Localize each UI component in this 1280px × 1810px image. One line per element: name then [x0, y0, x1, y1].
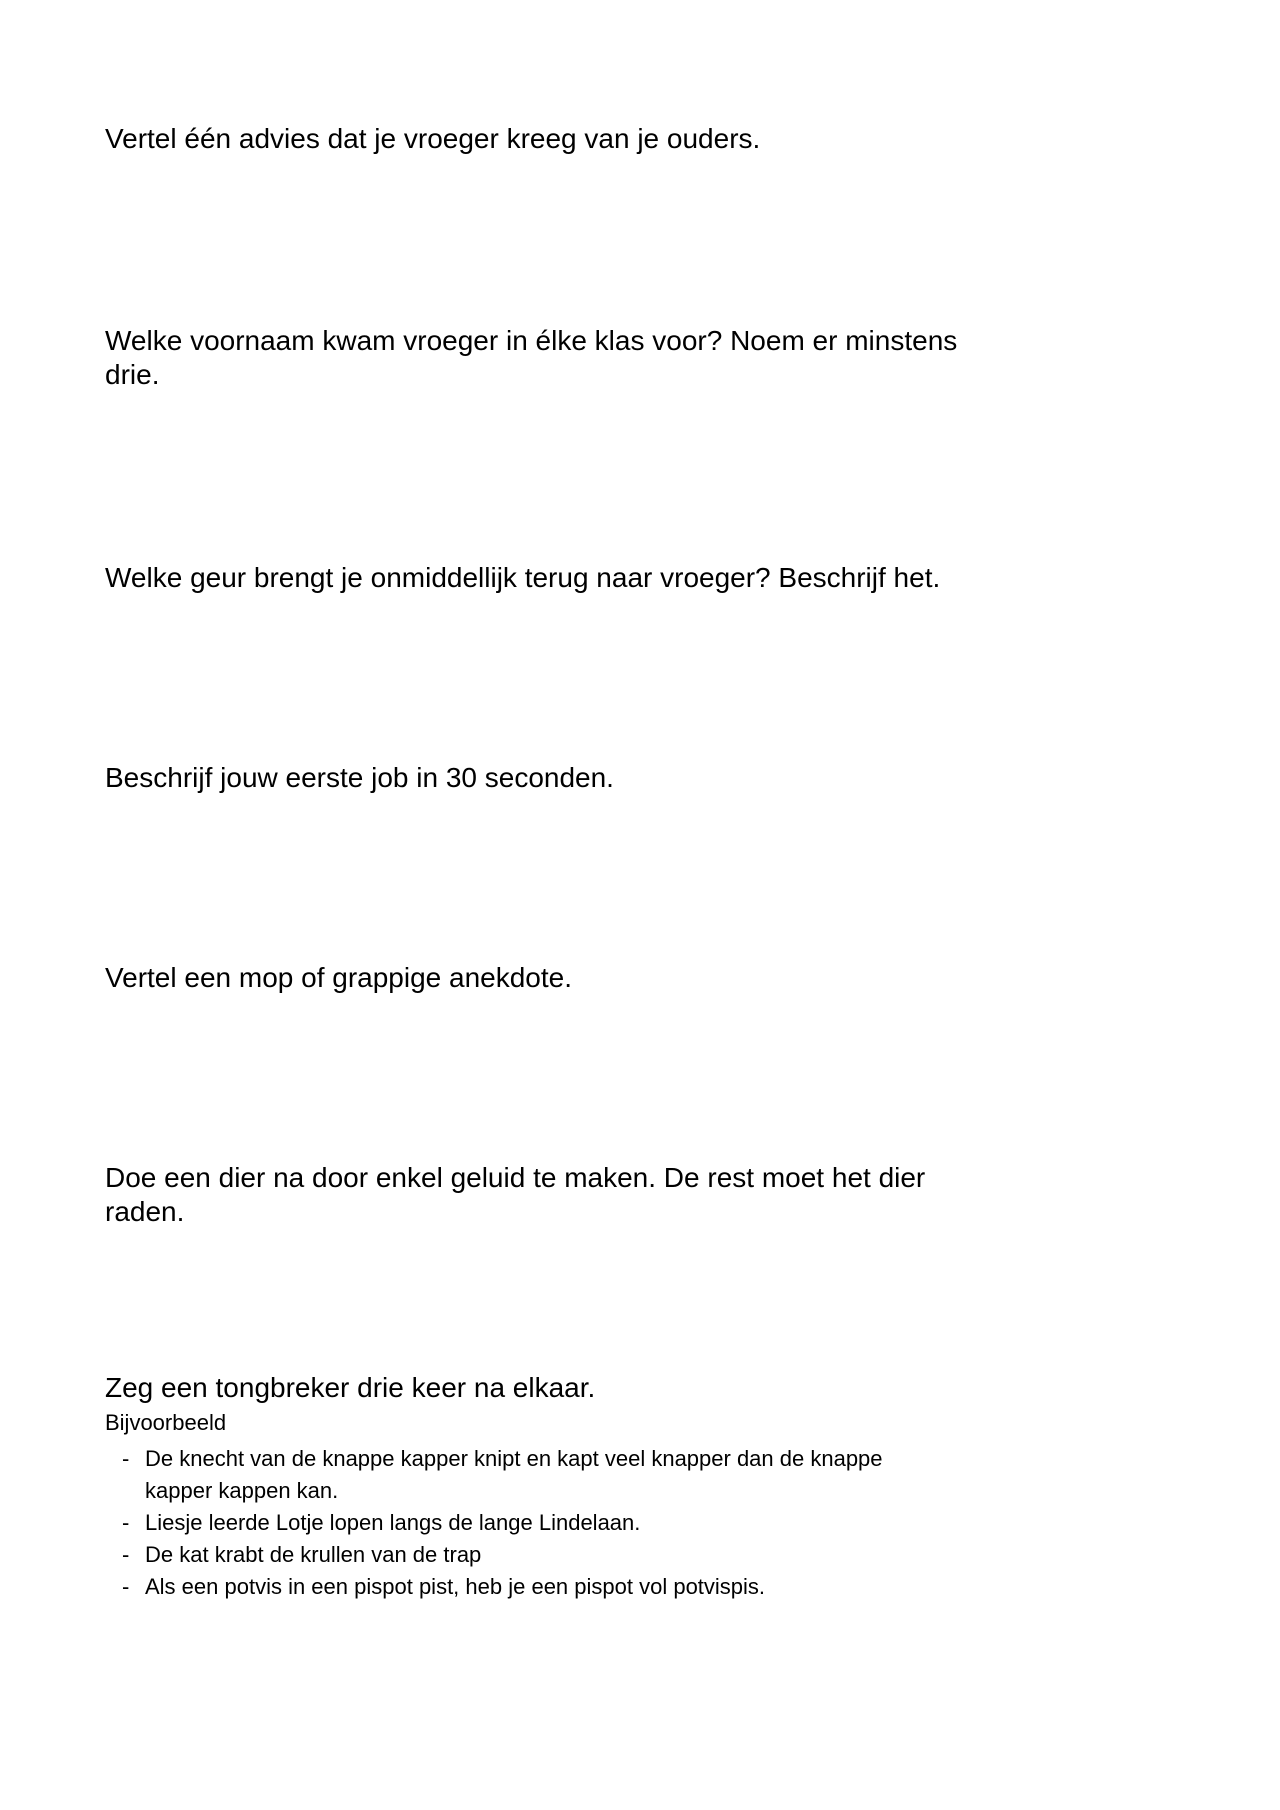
dash-bullet: -: [122, 1510, 130, 1535]
prompt-tongue-twister: [105, 1371, 1165, 1405]
example-label: Bijvoorbeeld: [105, 1410, 227, 1435]
list-item-tongue-twister-3: [105, 1539, 1195, 1571]
prompt-text-line: Doe een dier na door enkel geluid te maken. De rest moet het dier: [105, 1162, 926, 1193]
prompt-animal-sound: [105, 1161, 1165, 1229]
example-list: [105, 1443, 1195, 1603]
list-item-text-line: kapper kappen kan.: [145, 1478, 339, 1503]
list-item-text-line: De knecht van de knappe kapper knipt en kapt veel knapper dan de knappe: [145, 1446, 883, 1471]
prompt-text-line: Vertel een mop of grappige anekdote.: [105, 962, 573, 993]
prompt-text-line: drie.: [105, 359, 160, 390]
prompt-text-line: Welke geur brengt je onmiddellijk terug naar vroeger? Beschrijf het.: [105, 562, 941, 593]
prompt-text-line: Vertel één advies dat je vroeger kreeg van je ouders.: [105, 123, 761, 154]
prompt-text-line: Zeg een tongbreker drie keer na elkaar.: [105, 1372, 596, 1403]
prompt-text-line: Welke voornaam kwam vroeger in élke klas voor? Noem er minstens: [105, 325, 958, 356]
list-item-text-line: Liesje leerde Lotje lopen langs de lange Lindelaan.: [145, 1510, 641, 1535]
prompt-first-job: [105, 761, 1165, 795]
prompt-text-line: raden.: [105, 1196, 185, 1227]
dash-bullet: -: [122, 1542, 130, 1567]
prompt-joke-anecdote: [105, 961, 1165, 995]
list-item-tongue-twister-1: [105, 1443, 1195, 1507]
prompt-common-first-names: [105, 324, 1165, 392]
dash-bullet: -: [122, 1446, 130, 1471]
list-item-text-line: Als een potvis in een pispot pist, heb je een pispot vol potvispis.: [145, 1574, 766, 1599]
list-item-tongue-twister-4: [105, 1571, 1195, 1603]
dash-bullet: -: [122, 1574, 130, 1599]
prompt-parents-advice: [105, 122, 1165, 156]
prompt-nostalgic-smell: [105, 561, 1165, 595]
list-item-tongue-twister-2: [105, 1507, 1195, 1539]
list-item-text-line: De kat krabt de krullen van de trap: [145, 1542, 482, 1567]
prompt-text-line: Beschrijf jouw eerste job in 30 seconden.: [105, 762, 614, 793]
